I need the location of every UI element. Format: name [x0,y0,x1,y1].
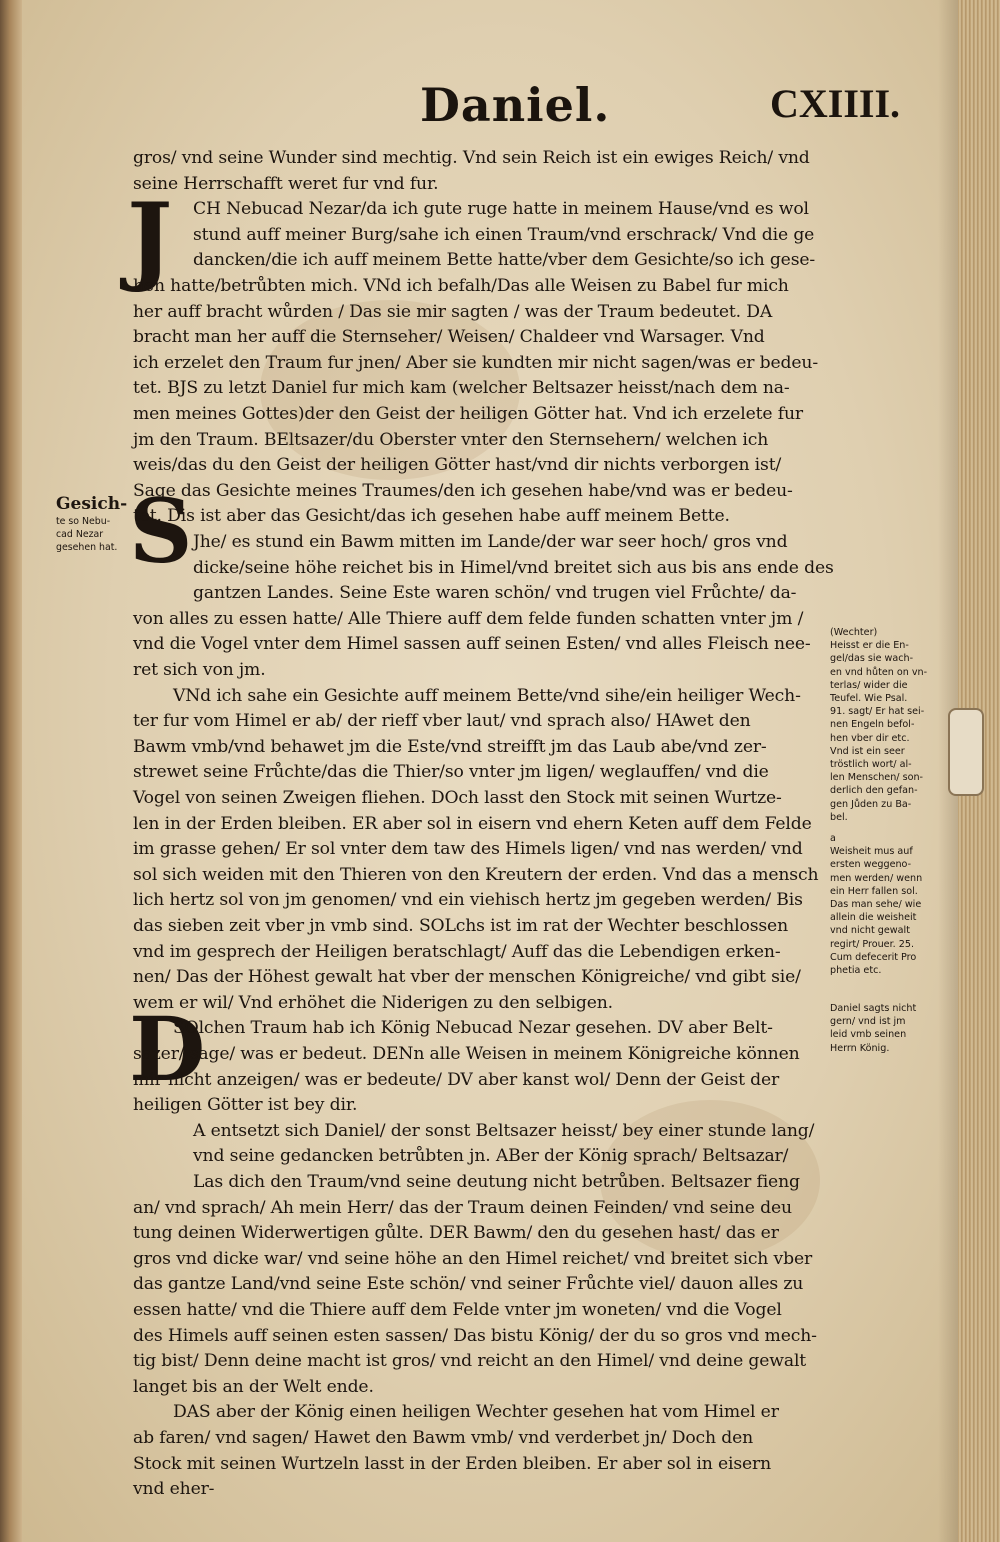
text-line: len in der Erden bleiben. ER aber sol in eisern vnd ehern Keten auff dem Felde [133,813,812,834]
margin-note-line: phetia etc. [830,965,882,977]
margin-note-line: ein Herr fallen sol. [830,885,918,897]
margin-note-wechter [830,626,950,824]
text-line: her auff bracht wůrden / Das sie mir sagten / was der Traum bedeutet. DA [133,301,773,322]
text-line: seine Herrschafft weret fur vnd fur. [133,173,439,194]
margin-note-line: en vnd hůten on vn- [830,666,928,678]
text-line: jm den Traum. BEltsazer/du Oberster vnter den Sternsehern/ welchen ich [133,429,769,450]
drop-cap-sihe: S [129,479,193,583]
text-line: an/ vnd sprach/ Ah mein Herr/ das der Traum deinen Feinden/ vnd seine deu [133,1197,792,1218]
margin-note-daniel [830,1002,950,1055]
drop-cap-da: D [129,997,206,1101]
page-tab-marker [948,708,984,796]
text-line: vnd seine gedancken betrůbten jn. ABer der König sprach/ Beltsazar/ [193,1146,789,1167]
text-line: lich hertz sol von jm genomen/ vnd ein viehisch hertz jm gegeben werden/ Bis [133,890,803,911]
text-line: sol sich weiden mit den Thieren von den Kreutern der erden. Vnd das a mensch [133,864,819,885]
text-line: sazer/ sage/ was er bedeut. DENn alle Weisen in meinem Königreiche können [133,1044,800,1064]
margin-note-line: regirt/ Prouer. 25. [830,938,915,950]
margin-note-line: vnd nicht gewalt [830,925,910,937]
margin-note-line: Herrn König. [830,1042,890,1054]
margin-note-line: Heisst er die En- [830,640,909,652]
text-line: im grasse gehen/ Er sol vnter dem taw des Himels ligen/ vnd nas werden/ vnd [133,839,803,860]
text-line: DAS aber der König einen heiligen Wechter gesehen hat vom Himel er [173,1402,779,1423]
text-line: von alles zu essen hatte/ Alle Thiere auff dem felde funden schatten vnter jm / [133,608,804,629]
margin-note-line: gern/ vnd ist jm [830,1016,906,1028]
text-line: hen hatte/betrůbten mich. VNd ich befalh/Das alle Weisen zu Babel fur mich [133,276,789,296]
margin-note-head: Gesich- [56,494,128,514]
text-line: Las dich den Traum/vnd seine deutung nicht betrůben. Beltsazer fieng [193,1172,800,1192]
folio-number: CXIIII. [770,81,901,126]
text-line: strewet seine Frůchte/das die Thier/so vnter jm ligen/ weglauffen/ vnd die [133,762,769,783]
text-line: vnd eher- [133,1479,215,1500]
text-line: A entsetzt sich Daniel/ der sonst Beltsazer heisst/ bey einer stunde lang/ [193,1120,815,1141]
margin-note-line: (Wechter) [830,627,878,638]
text-line: vnd die Vogel vnter dem Himel sassen auff seinen Esten/ vnd alles Fleisch nee- [133,634,811,655]
margin-note-line: cad Nezar [56,529,104,540]
text-line: das sieben zeit vber jn vmb sind. SOLchs ist im rat der Wechter beschlossen [133,916,788,936]
text-line: CH Nebucad Nezar/da ich gute ruge hatte in meinem Hause/vnd es wol [193,199,809,220]
text-line: SOlchen Traum hab ich König Nebucad Nezar gesehen. DV aber Belt- [173,1018,773,1039]
margin-note-line: nen Engeln befol- [830,719,915,731]
text-line: tet. BJS zu letzt Daniel fur mich kam (welcher Beltsazer heisst/nach dem na- [133,378,790,399]
text-line: tig bist/ Denn deine macht ist gros/ vnd reicht an den Himel/ vnd deine gewalt [133,1351,807,1372]
margin-note-line: gel/das sie wach- [830,653,914,665]
text-line: Bawm vmb/vnd behawet jm die Este/vnd streifft jm das Laub abe/vnd zer- [133,736,767,757]
margin-note-line: men werden/ wenn [830,872,923,884]
margin-note-line: len Menschen/ son- [830,772,923,784]
text-line: wem er wil/ Vnd erhöhet die Niderigen zu den selbigen. [133,992,613,1013]
text-line: das gantze Land/vnd seine Este schön/ vnd seiner Frůchte viel/ dauon alles zu [133,1274,804,1295]
margin-note-line: gesehen hat. [56,542,118,553]
running-title: Daniel. [420,78,611,132]
text-line: nen/ Das der Höhest gewalt hat vber der menschen Königreiche/ vnd gibt sie/ [133,967,801,988]
margin-note-line: derlich den gefan- [830,785,918,797]
text-line: Sage das Gesichte meines Traumes/den ich gesehen habe/vnd was er bedeu- [133,480,793,501]
margin-note-line: Das man sehe/ wie [830,899,922,911]
margin-note-line: Cum defecerit Pro [830,951,917,963]
text-line: heiligen Götter ist bey dir. [133,1095,358,1116]
margin-note-line: gen Jůden zu Ba- [830,798,912,810]
text-line: essen hatte/ vnd die Thiere auff dem Felde vnter jm woneten/ vnd die Vogel [133,1300,782,1320]
text-line: mir nicht anzeigen/ was er bedeute/ DV aber kanst wol/ Denn der Geist der [133,1069,780,1090]
text-line: tet. Dis ist aber das Gesicht/das ich gesehen habe auff meinem Bette. [133,506,730,527]
margin-note-line: Weisheit mus auf [830,846,913,858]
text-line: Stock mit seinen Wurtzeln lasst in der Erden bleiben. Er aber sol in eisern [133,1453,772,1474]
text-line: dicke/seine höhe reichet bis in Himel/vnd breitet sich aus bis ans ende des [193,557,834,578]
margin-note-line: bel. [830,811,848,823]
text-line: gantzen Landes. Seine Este waren schön/ vnd trugen viel Frůchte/ da- [193,583,797,604]
margin-note-line: Vnd ist ein seer [830,745,905,757]
text-line: Jhe/ es stund ein Bawm mitten im Lande/der war seer hoch/ gros vnd [193,532,788,552]
text-line: langet bis an der Welt ende. [133,1376,374,1397]
text-line: dancken/die ich auff meinem Bette hatte/vber dem Gesichte/so ich gese- [193,250,816,271]
text-line: weis/das du den Geist der heiligen Götter hast/vnd dir nichts verborgen ist/ [133,455,782,476]
text-line: gros/ vnd seine Wunder sind mechtig. Vnd sein Reich ist ein ewiges Reich/ vnd [133,148,810,168]
margin-note-line: a [830,833,836,844]
margin-note-line: Teufel. Wie Psal. [830,693,908,705]
margin-note-line: ersten weggeno- [830,859,912,871]
margin-note-line: Daniel sagts nicht [830,1003,917,1014]
margin-note-line: terlas/ wider die [830,679,908,691]
text-line: vnd im gesprech der Heiligen beratschlagt/ Auff das die Lebendigen erken- [133,941,781,962]
drop-cap-ich: J [127,182,173,295]
text-line: ter fur vom Himel er ab/ der rieff vber laut/ vnd sprach also/ HAwet den [133,711,751,732]
text-line: Vogel von seinen Zweigen fliehen. DOch lasst den Stock mit seinen Wurtze- [133,788,782,808]
text-line: stund auff meiner Burg/sahe ich einen Traum/vnd erschrack/ Vnd die ge [193,224,815,245]
text-line: bracht man her auff die Sternseher/ Weisen/ Chaldeer vnd Warsager. Vnd [133,327,765,348]
text-line: ich erzelet den Traum fur jnen/ Aber sie kundten mir nicht sagen/was er bedeu- [133,352,818,373]
margin-note-line: te so Nebu- [56,516,111,527]
margin-note-line: allein die weisheit [830,912,917,924]
text-line: gros vnd dicke war/ vnd seine höhe an den Himel reichet/ vnd breitet sich vber [133,1248,813,1269]
margin-note-left [56,493,128,554]
text-line: tung deinen Widerwertigen gůlte. DER Bawm/ den du gesehen hast/ das er [133,1223,779,1244]
margin-note-weisheit [830,832,950,977]
margin-note-line: leid vmb seinen [830,1029,907,1041]
book-gutter [0,0,22,1542]
text-line: men meines Gottes)der den Geist der heiligen Götter hat. Vnd ich erzelete fur [133,404,803,424]
margin-note-line: tröstlich wort/ al- [830,759,912,771]
text-line: des Himels auff seinen esten sassen/ Das bistu König/ der du so gros vnd mech- [133,1325,817,1346]
text-line: ab faren/ vnd sagen/ Hawet den Bawm vmb/ vnd verderbet jn/ Doch den [133,1428,754,1448]
text-line: VNd ich sahe ein Gesichte auff meinem Bette/vnd sihe/ein heiliger Wech- [173,685,801,706]
text-line: ret sich von jm. [133,660,266,680]
margin-note-line: 91. sagt/ Er hat sei- [830,706,925,718]
margin-note-line: hen vber dir etc. [830,732,910,744]
